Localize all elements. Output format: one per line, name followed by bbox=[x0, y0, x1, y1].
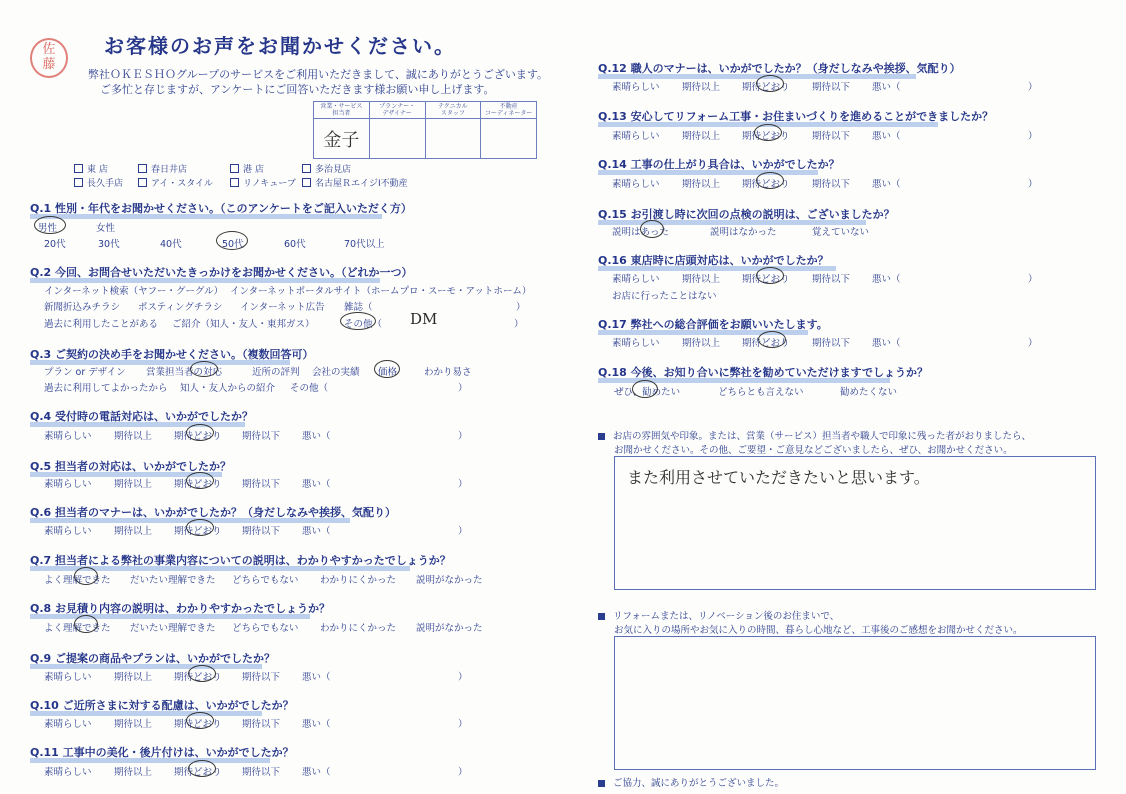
answer-circle bbox=[216, 231, 248, 250]
option[interactable]: 期待どおり bbox=[742, 131, 790, 142]
option[interactable]: 期待以下 bbox=[812, 274, 851, 285]
option[interactable]: 新聞折込みチラシ bbox=[44, 302, 121, 313]
answer-circle bbox=[756, 172, 784, 189]
answer-circle bbox=[186, 424, 214, 441]
answer-circle bbox=[186, 519, 214, 536]
option[interactable]: 期待以下 bbox=[242, 479, 281, 490]
answer-circle bbox=[756, 267, 784, 284]
checkbox-icon bbox=[230, 164, 239, 173]
option[interactable]: 説明はなかった bbox=[710, 227, 777, 238]
option[interactable]: 期待以上 bbox=[682, 179, 721, 190]
option[interactable]: 素晴らしい bbox=[44, 431, 92, 442]
checkbox-icon bbox=[302, 178, 311, 187]
store-checkbox[interactable]: 長久手店 bbox=[74, 176, 123, 189]
store-checkbox[interactable]: 名古屋ＲエイジI不動産 bbox=[302, 176, 408, 189]
option[interactable]: 期待以下 bbox=[812, 179, 851, 190]
option[interactable]: 期待以下 bbox=[812, 131, 851, 142]
option-age[interactable]: 60代 bbox=[284, 239, 306, 250]
paren-close: ） bbox=[1028, 274, 1038, 285]
option[interactable]: わかりにくかった bbox=[320, 575, 397, 586]
option[interactable]: 期待どおり bbox=[742, 274, 790, 285]
option[interactable]: 期待以上 bbox=[682, 274, 721, 285]
option[interactable]: 期待以下 bbox=[242, 672, 281, 683]
checkbox-icon bbox=[230, 178, 239, 187]
store-checkbox[interactable]: 多治見店 bbox=[302, 162, 351, 175]
answer-circle bbox=[758, 331, 786, 348]
staff-header: テクニカル スタッフ bbox=[426, 102, 481, 119]
option[interactable]: インターネット検索（ヤフー・グーグル） bbox=[44, 286, 224, 297]
staff-name: 金子 bbox=[323, 129, 360, 151]
answer-circle bbox=[190, 361, 218, 377]
option[interactable]: 期待以上 bbox=[114, 526, 153, 537]
answer-circle bbox=[374, 360, 400, 378]
store-checkbox[interactable]: 港 店 bbox=[230, 162, 264, 175]
option-other[interactable]: その他（ bbox=[290, 383, 329, 394]
option[interactable]: 過去に利用したことがある bbox=[44, 319, 159, 330]
option[interactable]: 悪い（ bbox=[302, 719, 331, 730]
option[interactable]: 説明がなかった bbox=[416, 623, 483, 634]
question-16: Q.16 東店時に店頭対応は、いかがでしたか？ bbox=[598, 252, 829, 268]
question-14: Q.14 工事の仕上がり具合は、いかがでしたか？ bbox=[598, 156, 840, 172]
question-17: Q.17 弊社への総合評価をお願いいたします。 bbox=[598, 316, 828, 332]
option[interactable]: 期待どおり bbox=[174, 526, 222, 537]
option[interactable]: 期待どおり bbox=[174, 672, 222, 683]
option[interactable]: 期待以下 bbox=[242, 767, 281, 778]
paren-close: ） bbox=[458, 767, 468, 778]
option[interactable]: 悪い（ bbox=[872, 338, 901, 349]
option[interactable]: 悪い（ bbox=[872, 131, 901, 142]
option-age[interactable]: 70代以上 bbox=[344, 239, 385, 250]
option[interactable]: 期待以下 bbox=[812, 338, 851, 349]
option[interactable]: ご紹介（知人・友人・東邦ガス） bbox=[172, 319, 315, 330]
option[interactable]: 悪い（ bbox=[302, 767, 331, 778]
option[interactable]: だいたい理解できた bbox=[130, 623, 216, 634]
store-checkbox[interactable]: 東 店 bbox=[74, 162, 108, 175]
option-age[interactable]: 40代 bbox=[160, 239, 182, 250]
paren-close: ） bbox=[1028, 338, 1038, 349]
option[interactable]: 素晴らしい bbox=[612, 131, 660, 142]
option[interactable]: 悪い（ bbox=[302, 431, 331, 442]
question-2: Q.2 今回、お問合せいただいたきっかけをお聞かせください。（どれか一つ） bbox=[30, 264, 413, 280]
option[interactable]: 期待以上 bbox=[114, 719, 153, 730]
staff-col-sales bbox=[314, 102, 370, 158]
option-age[interactable]: 50代 bbox=[222, 239, 244, 250]
option[interactable]: 期待どおり bbox=[174, 767, 222, 778]
paren-close: ） bbox=[514, 319, 524, 330]
reform-label-1: リフォームまたは、リノベーション後のお住まいで、 bbox=[598, 608, 839, 622]
option[interactable]: 期待どおり bbox=[742, 338, 790, 349]
staff-col-planner bbox=[370, 102, 426, 158]
option-female[interactable]: 女性 bbox=[96, 223, 116, 234]
option[interactable]: 期待どおり bbox=[174, 431, 222, 442]
option[interactable]: 素晴らしい bbox=[612, 338, 660, 349]
option[interactable]: 価格 bbox=[378, 367, 398, 378]
option[interactable]: 覚えていない bbox=[812, 227, 870, 238]
store-checkbox[interactable]: リノキューブ bbox=[230, 176, 296, 189]
handwritten-comment: また利用させていただきたいと思います。 bbox=[627, 468, 930, 487]
comments-box[interactable] bbox=[614, 456, 1096, 590]
staff-name bbox=[426, 119, 481, 158]
comments-label-2: お聞かせください。その他、ご要望・ご意見などございましたら、ぜひ、お聞かせください。 bbox=[614, 445, 1013, 456]
option[interactable]: 悪い（ bbox=[302, 526, 331, 537]
comments-label-1: お店の雰囲気や印象。または、営業（サービス）担当者や職人で印象に残った者がおりましたら、 bbox=[598, 428, 1031, 442]
staff-table bbox=[313, 101, 537, 159]
answer-circle bbox=[186, 712, 214, 729]
option[interactable]: 悪い（ bbox=[302, 672, 331, 683]
option[interactable]: 悪い（ bbox=[302, 479, 331, 490]
option[interactable]: ポスティングチラシ bbox=[138, 302, 223, 313]
question-12: Q.12 職人のマナーは、いかがでしたか？（身だしなみや挨拶、気配り） bbox=[598, 60, 961, 76]
option[interactable]: 素晴らしい bbox=[44, 719, 92, 730]
question-11: Q.11 工事中の美化・後片付けは、いかがでしたか？ bbox=[30, 744, 294, 760]
paren-close: ） bbox=[516, 302, 526, 313]
option[interactable]: 期待どおり bbox=[742, 82, 790, 93]
option[interactable]: 期待以下 bbox=[242, 431, 281, 442]
option[interactable]: お店に行ったことはない bbox=[612, 291, 717, 302]
checkbox-icon bbox=[138, 178, 147, 187]
option[interactable]: だいたい理解できた bbox=[130, 575, 216, 586]
checkbox-icon bbox=[302, 164, 311, 173]
option[interactable]: わかりにくかった bbox=[320, 623, 397, 634]
checkbox-icon bbox=[74, 164, 83, 173]
answer-circle bbox=[186, 472, 214, 489]
staff-header: 不動産 コーディネーター bbox=[481, 102, 536, 119]
store-checkbox[interactable]: アイ・スタイル bbox=[138, 176, 213, 189]
answer-circle bbox=[74, 567, 98, 585]
staff-col-technical bbox=[426, 102, 482, 158]
footer-thanks: ご協力、誠にありがとうございました。 bbox=[598, 775, 784, 789]
option[interactable]: 素晴らしい bbox=[612, 179, 660, 190]
option[interactable]: 期待どおり bbox=[742, 179, 790, 190]
option[interactable]: よく理解できた bbox=[44, 623, 111, 634]
question-1: Q.1 性別・年代をお聞かせください。（このアンケートをご記入いただく方） bbox=[30, 200, 412, 216]
option[interactable]: どちらでもない bbox=[232, 575, 299, 586]
question-8: Q.8 お見積り内容の説明は、わかりやすかったでしょうか？ bbox=[30, 600, 330, 616]
staff-name bbox=[481, 119, 536, 158]
page-title: お客様のお声をお聞かせください。 bbox=[104, 34, 456, 58]
option[interactable]: 雑誌（ bbox=[344, 302, 373, 313]
option[interactable]: 期待どおり bbox=[174, 719, 222, 730]
option[interactable]: 悪い（ bbox=[872, 82, 901, 93]
question-15: Q.15 お引渡し時に次回の点検の説明は、ございましたか？ bbox=[598, 206, 895, 222]
option[interactable]: 会社の実績 bbox=[312, 367, 360, 378]
option[interactable]: 期待以下 bbox=[242, 719, 281, 730]
option-other[interactable]: その他（ bbox=[344, 319, 383, 330]
option[interactable]: 期待以下 bbox=[242, 526, 281, 537]
stamp-text: 佐藤 bbox=[42, 42, 56, 72]
option[interactable]: 営業担当者の対応 bbox=[146, 367, 223, 378]
paren-close: ） bbox=[458, 672, 468, 683]
answer-circle bbox=[640, 220, 664, 238]
option[interactable]: 素晴らしい bbox=[44, 767, 92, 778]
question-4: Q.4 受付時の電話対応は、いかがでしたか？ bbox=[30, 408, 253, 424]
paren-close: ） bbox=[458, 431, 468, 442]
staff-col-realestate bbox=[481, 102, 536, 158]
question-6: Q.6 担当者のマナーは、いかがでしたか？（身だしなみや挨拶、気配り） bbox=[30, 504, 396, 520]
option[interactable]: 素晴らしい bbox=[44, 479, 92, 490]
option[interactable]: 知人・友人からの紹介 bbox=[180, 383, 276, 394]
staff-header: 営業・サービス 担当者 bbox=[314, 102, 369, 119]
square-bullet-icon bbox=[598, 433, 605, 440]
option[interactable]: 近所の評判 bbox=[252, 367, 300, 378]
option-age[interactable]: 30代 bbox=[98, 239, 120, 250]
option[interactable]: どちらでもない bbox=[232, 623, 299, 634]
staff-name bbox=[370, 119, 425, 158]
paren-close: ） bbox=[1028, 82, 1038, 93]
answer-circle bbox=[632, 380, 658, 398]
paren-close: ） bbox=[458, 479, 468, 490]
option[interactable]: よく理解できた bbox=[44, 575, 111, 586]
seal-stamp bbox=[30, 38, 68, 78]
option[interactable]: 悪い（ bbox=[872, 179, 901, 190]
option[interactable]: 素晴らしい bbox=[612, 82, 660, 93]
answer-circle bbox=[188, 760, 216, 777]
option[interactable]: インターネット広告 bbox=[240, 302, 325, 313]
option[interactable]: 期待以上 bbox=[682, 131, 721, 142]
question-5: Q.5 担当者の対応は、いかがでしたか？ bbox=[30, 458, 231, 474]
checkbox-icon bbox=[138, 164, 147, 173]
option[interactable]: 素晴らしい bbox=[44, 672, 92, 683]
option-age[interactable]: 20代 bbox=[44, 239, 66, 250]
square-bullet-icon bbox=[598, 780, 605, 787]
option[interactable]: インターネットポータルサイト（ホームプロ・スーモ・アットホーム） bbox=[230, 286, 532, 297]
option[interactable]: 期待以上 bbox=[682, 338, 721, 349]
checkbox-icon bbox=[74, 178, 83, 187]
store-checkbox[interactable]: 春日井店 bbox=[138, 162, 187, 175]
option[interactable]: プラン or デザイン bbox=[44, 367, 126, 378]
option-male[interactable]: 男性 bbox=[38, 223, 58, 234]
option[interactable]: 悪い（ bbox=[872, 274, 901, 285]
option[interactable]: 期待以上 bbox=[682, 82, 721, 93]
option[interactable]: 説明はあった bbox=[612, 227, 669, 238]
option[interactable]: 期待以上 bbox=[114, 672, 153, 683]
answer-circle bbox=[74, 615, 98, 633]
option[interactable]: わかり易さ bbox=[424, 367, 472, 378]
staff-header: プランナー・ デザイナー bbox=[370, 102, 425, 119]
intro-line-1: 弊社ＯＫＥＳＨＯグループのサービスをご利用いただきまして、誠にありがとうございます。 bbox=[88, 68, 549, 81]
option[interactable]: 説明がなかった bbox=[416, 575, 483, 586]
option[interactable]: 素晴らしい bbox=[44, 526, 92, 537]
handwritten-answer: DM bbox=[410, 310, 438, 328]
option[interactable]: 期待以下 bbox=[812, 82, 851, 93]
question-10: Q.10 ご近所さまに対する配慮は、いかがでしたか？ bbox=[30, 697, 294, 713]
option[interactable]: 勧めたくない bbox=[840, 387, 898, 398]
question-7: Q.7 担当者による弊社の事業内容についての説明は、わかりやすかったでしょうか？ bbox=[30, 552, 451, 568]
answer-circle bbox=[754, 124, 782, 141]
paren-close: ） bbox=[1028, 131, 1038, 142]
option[interactable]: 期待どおり bbox=[174, 479, 222, 490]
paren-close: ） bbox=[458, 383, 468, 394]
answer-circle bbox=[188, 665, 216, 682]
question-3: Q.3 ご契約の決め手をお聞かせください。（複数回答可） bbox=[30, 346, 314, 362]
question-13: Q.13 安心してリフォーム工事・お住まいづくりを進めることができましたか？ bbox=[598, 108, 993, 124]
question-9: Q.9 ご提案の商品やプランは、いかがでしたか？ bbox=[30, 650, 275, 666]
answer-circle bbox=[756, 75, 784, 92]
question-18: Q.18 今後、お知り合いに弊社を勧めていただけますでしょうか？ bbox=[598, 364, 928, 380]
option[interactable]: 期待以上 bbox=[114, 431, 153, 442]
option[interactable]: どちらとも言えない bbox=[718, 387, 804, 398]
option[interactable]: 期待以上 bbox=[114, 767, 153, 778]
intro-line-2: ご多忙と存じますが、アンケートにご回答いただきます様お願い申し上げます。 bbox=[100, 83, 495, 96]
option[interactable]: 期待以上 bbox=[114, 479, 153, 490]
reform-label-2: お気に入りの場所やお気に入りの時間、暮らし心地など、工事後のご感想をお聞かせください。 bbox=[614, 625, 1023, 636]
option[interactable]: ぜひ、勧めたい bbox=[614, 387, 681, 398]
paren-close: ） bbox=[1028, 179, 1038, 190]
answer-circle bbox=[34, 216, 66, 234]
option[interactable]: 素晴らしい bbox=[612, 274, 660, 285]
paren-close: ） bbox=[458, 526, 468, 537]
paren-close: ） bbox=[458, 719, 468, 730]
answer-circle bbox=[340, 312, 376, 330]
reform-box[interactable] bbox=[614, 636, 1096, 770]
option[interactable]: 過去に利用してよかったから bbox=[44, 383, 168, 394]
square-bullet-icon bbox=[598, 613, 605, 620]
